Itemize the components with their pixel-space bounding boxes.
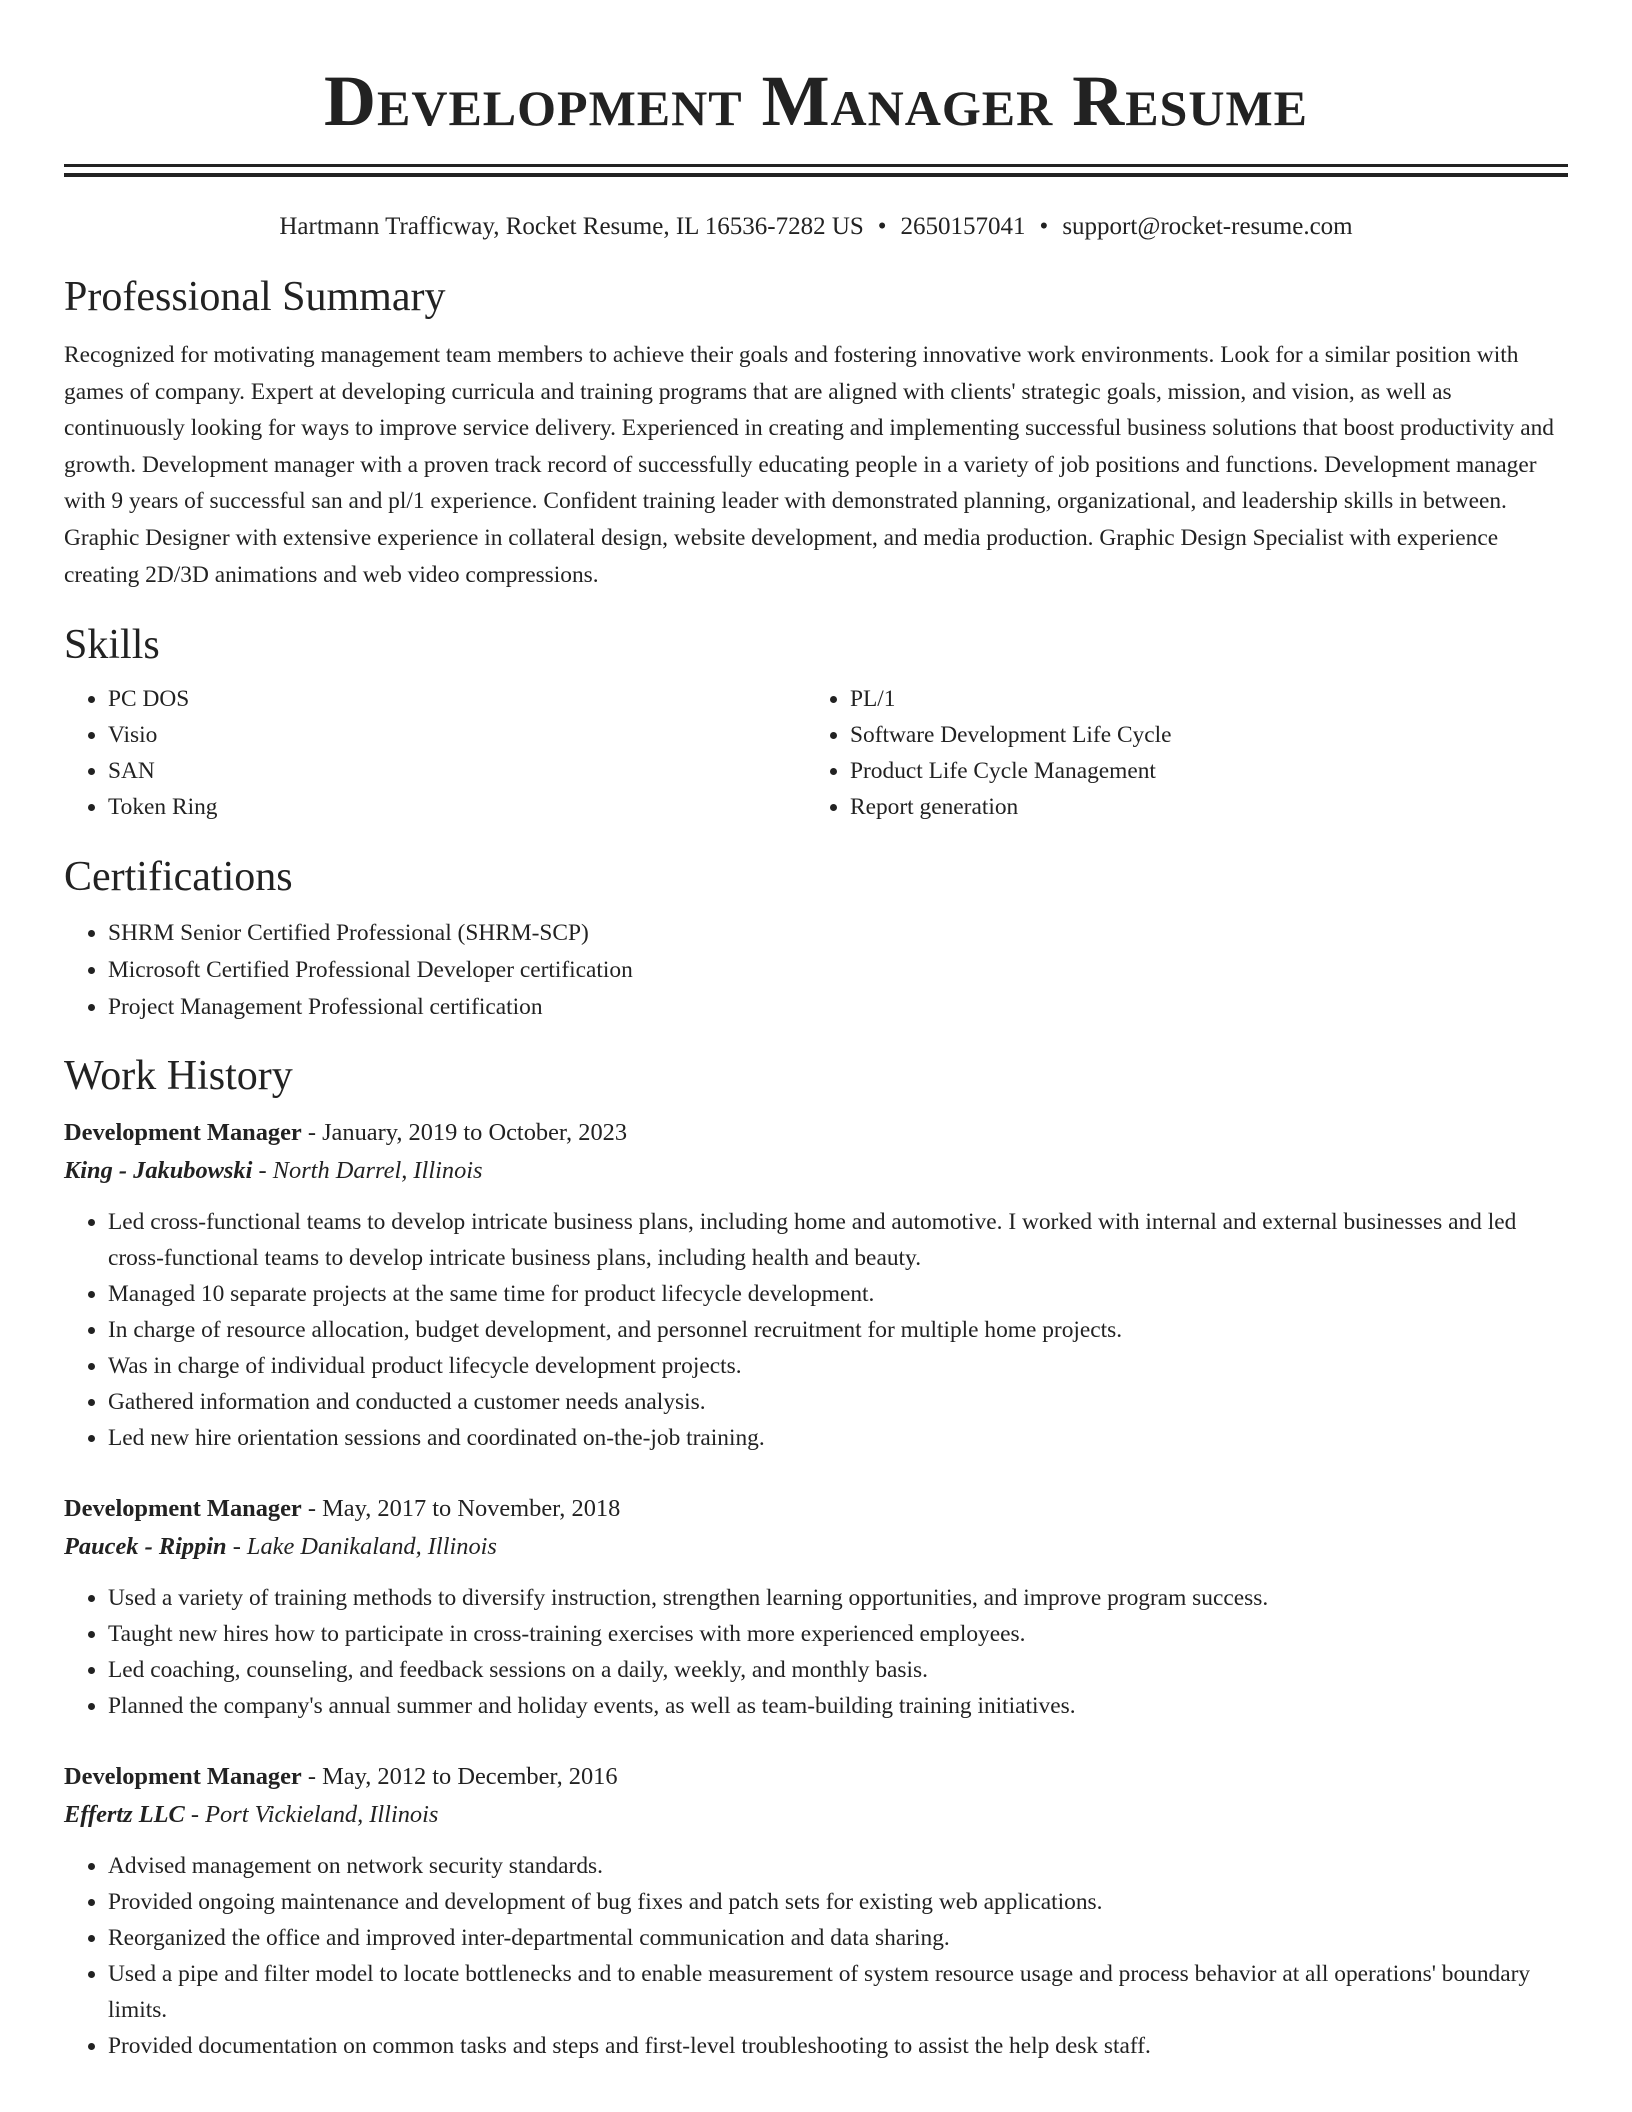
contact-address: Hartmann Trafficway, Rocket Resume, IL 16536-7282 US (279, 213, 864, 240)
job-title-line (64, 1490, 1568, 1528)
job-entry (64, 1490, 1568, 1724)
certification-item: • Project Management Professional certification (108, 989, 1568, 1026)
job-title: Development Manager (64, 1495, 302, 1523)
skills-column-right (806, 681, 1548, 825)
job-entry (64, 1114, 1568, 1456)
skill-item: • Product Life Cycle Management (850, 753, 1548, 789)
company-line (64, 1152, 1568, 1190)
job-entry (64, 1758, 1568, 2064)
contact-separator: • (1039, 213, 1049, 240)
job-bullet: • Advised management on network security standards. (108, 1848, 1568, 1884)
job-bullet: • Led coaching, counseling, and feedback sessions on a daily, weekly, and monthly basis. (108, 1652, 1568, 1688)
job-bullet: • Used a variety of training methods to diversify instruction, strengthen learning opportunities, and improve program success. (108, 1580, 1568, 1616)
company-line (64, 1796, 1568, 1834)
job-bullets (64, 1204, 1568, 1456)
company-location: - North Darrel, Illinois (252, 1157, 483, 1185)
job-title-line (64, 1758, 1568, 1796)
skill-item: • PC DOS (108, 681, 806, 717)
certifications-list (64, 915, 1568, 1026)
certifications-heading: Certifications (64, 854, 293, 901)
skill-item: • SAN (108, 753, 806, 789)
company-line (64, 1528, 1568, 1566)
skills-list-right (806, 681, 1548, 825)
job-bullet: • Used a pipe and filter model to locate bottlenecks and to enable measurement of system resource usage and process behavior at all operations' boundary limits. (108, 1956, 1568, 2028)
skill-item: • Token Ring (108, 789, 806, 825)
job-bullet: • Led cross-functional teams to develop intricate business plans, including home and automotive. I worked with internal and external businesses and led cross-functional teams to develop intricate business plans, including health and beauty. (108, 1204, 1568, 1276)
company-name: King - Jakubowski (64, 1157, 253, 1185)
contact-phone: 2650157041 (900, 213, 1026, 240)
job-bullet: • Was in charge of individual product lifecycle development projects. (108, 1348, 1568, 1384)
job-bullet: • Provided ongoing maintenance and development of bug fixes and patch sets for existing web applications. (108, 1884, 1568, 1920)
job-dates: - May, 2012 to December, 2016 (301, 1763, 618, 1791)
job-bullet: • Taught new hires how to participate in cross-training exercises with more experienced employees. (108, 1616, 1568, 1652)
skill-item: • Visio (108, 717, 806, 753)
skill-item: • Software Development Life Cycle (850, 717, 1548, 753)
skill-item: • PL/1 (850, 681, 1548, 717)
skills-columns (64, 681, 1568, 825)
company-name: Paucek - Rippin (64, 1533, 227, 1561)
certification-item: • Microsoft Certified Professional Developer certification (108, 952, 1568, 989)
job-title: Development Manager (64, 1763, 302, 1791)
job-dates: - January, 2019 to October, 2023 (301, 1119, 628, 1147)
skills-heading: Skills (64, 622, 160, 669)
skills-column-left (64, 681, 806, 825)
summary-heading: Professional Summary (64, 274, 446, 320)
job-bullet: • Managed 10 separate projects at the same time for product lifecycle development. (108, 1276, 1568, 1312)
skills-list-left (64, 681, 806, 825)
job-title: Development Manager (64, 1119, 302, 1147)
company-name: Effertz LLC (64, 1801, 185, 1829)
job-bullet: • Planned the company's annual summer and holiday events, as well as team-building training initiatives. (108, 1688, 1568, 1724)
job-bullets (64, 1848, 1568, 2064)
page-title: Development Manager Resume (323, 61, 1309, 141)
certification-item: • SHRM Senior Certified Professional (SHRM-SCP) (108, 915, 1568, 952)
contact-separator: • (877, 213, 887, 240)
summary-text: Recognized for motivating management team members to achieve their goals and fostering innovative work environments. Look for a similar position with games of company. Expert at developing curricula and training programs that are aligned with clients' strategic goals, mission, and vision, as well as continuously looking for ways to improve service delivery. Experienced in creating and implementing successful business solutions that boost productivity and growth. Development manager with a proven track record of successfully educating people in a variety of job positions and functions. Development manager with 9 years of successful san and pl/1 experience. Confident training leader with demonstrated planning, organizational, and leadership skills in between. Graphic Designer with extensive experience in collateral design, website development, and media production. Graphic Design Specialist with experience creating 2D/3D animations and web video compressions. (64, 342, 1554, 588)
skill-item: • Report generation (850, 789, 1548, 825)
contact-email: support@rocket-resume.com (1062, 213, 1353, 240)
work-history-heading: Work History (64, 1053, 293, 1100)
job-bullet: • Reorganized the office and improved inter-departmental communication and data sharing. (108, 1920, 1568, 1956)
job-dates: - May, 2017 to November, 2018 (301, 1495, 621, 1523)
company-location: - Port Vickieland, Illinois (184, 1801, 439, 1829)
job-bullet: • Provided documentation on common tasks and steps and first-level troubleshooting to assist the help desk staff. (108, 2028, 1568, 2064)
job-title-line (64, 1114, 1568, 1152)
title-divider (64, 164, 1568, 177)
job-bullet: • Gathered information and conducted a customer needs analysis. (108, 1384, 1568, 1420)
contact-line (64, 211, 1568, 243)
job-bullet: • In charge of resource allocation, budget development, and personnel recruitment for multiple home projects. (108, 1312, 1568, 1348)
job-bullets (64, 1580, 1568, 1724)
job-bullet: • Led new hire orientation sessions and coordinated on-the-job training. (108, 1420, 1568, 1456)
company-location: - Lake Danikaland, Illinois (226, 1533, 497, 1561)
